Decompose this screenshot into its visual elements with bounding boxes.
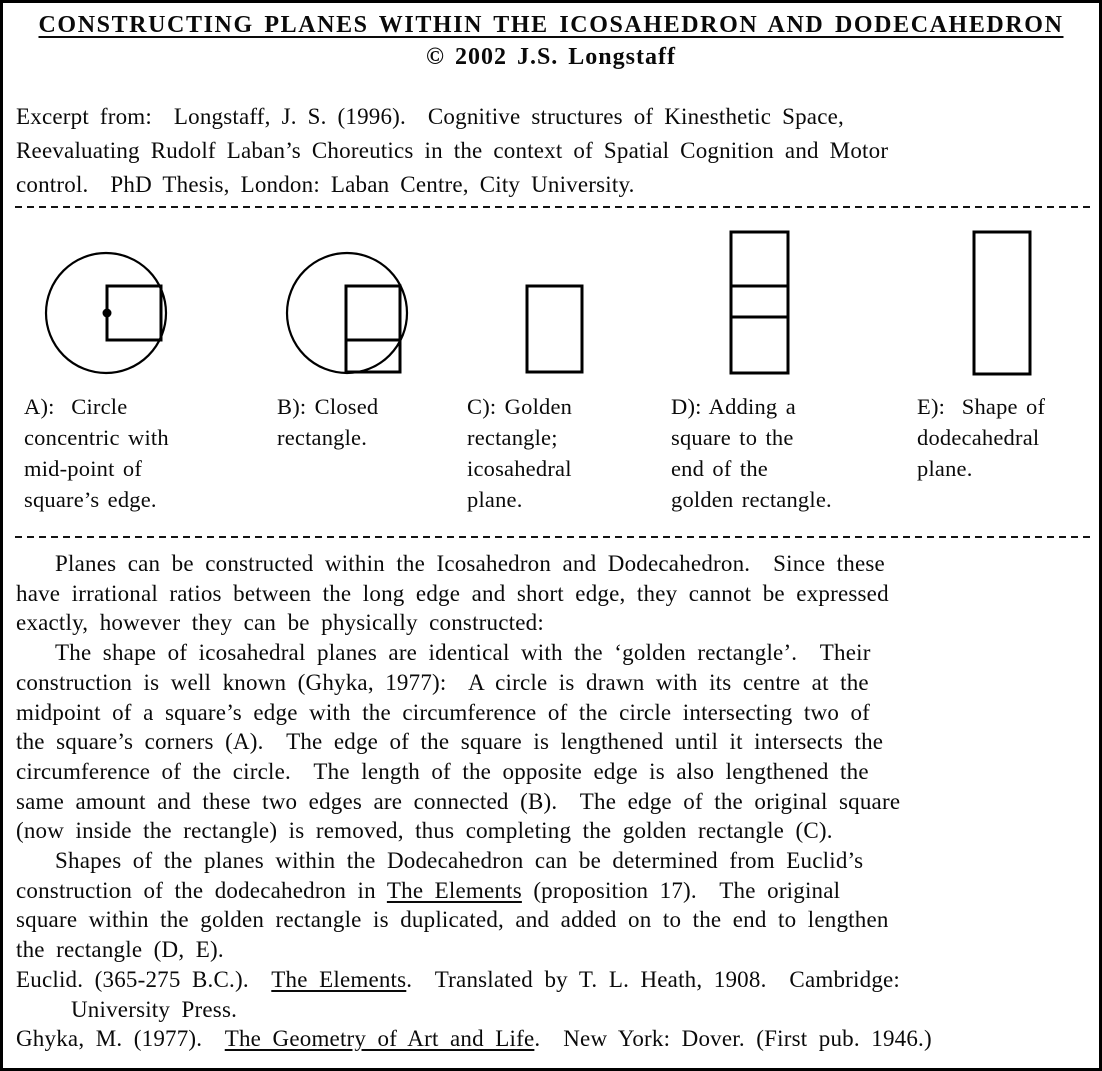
- paragraph-3-line: square within the golden rectangle is duplicated, and added on to the end to lengthen: [16, 907, 889, 933]
- caption-line: rectangle.: [277, 425, 368, 450]
- construction-diagrams: [3, 218, 1102, 388]
- figure-d-caption: [671, 391, 832, 515]
- text-segment: . Translated by T. L. Heath, 1908. Cambridge:: [406, 966, 901, 992]
- caption-line: C): Golden: [467, 394, 573, 419]
- caption-line: D): Adding a: [671, 394, 796, 419]
- paragraph-2-line: The shape of icosahedral planes are identical with the ‘golden rectangle’. Their: [55, 640, 871, 666]
- book-title-geometry-of-art-and-life: The Geometry of Art and Life: [224, 1026, 535, 1052]
- reference-euclid-line-2: University Press.: [71, 996, 238, 1022]
- figure-a-caption: [24, 391, 169, 515]
- paragraph-1-line: exactly, however they can be physically constructed:: [16, 610, 544, 636]
- paragraph-2-line: circumference of the circle. The length of the opposite edge is also lengthened the: [16, 758, 869, 784]
- paragraph-2-line: same amount and these two edges are connected (B). The edge of the original square: [16, 788, 901, 814]
- figure-b-diagram: [287, 253, 407, 373]
- divider-dashed-top: [15, 206, 1093, 208]
- text-segment: (proposition 17). The original: [521, 877, 841, 903]
- body-text: [16, 549, 932, 1054]
- excerpt-line-2: Reevaluating Rudolf Laban’s Choreutics in the context of Spatial Cognition and Motor: [16, 138, 889, 163]
- text-segment: . New York: Dover. (First pub. 1946.): [534, 1026, 932, 1052]
- caption-line: dodecahedral: [917, 425, 1040, 450]
- paragraph-3-line: the rectangle (D, E).: [16, 937, 224, 963]
- caption-line: golden rectangle.: [671, 487, 832, 512]
- paragraph-3-line: [16, 876, 932, 906]
- figure-e-caption: [917, 391, 1045, 484]
- text-segment: Euclid. (365-275 B.C.).: [16, 966, 272, 992]
- caption-line: mid-point of: [24, 456, 143, 481]
- caption-line: square to the: [671, 425, 794, 450]
- paragraph-2-line: (now inside the rectangle) is removed, thus completing the golden rectangle (C).: [16, 818, 833, 844]
- excerpt-line-1: Excerpt from: Longstaff, J. S. (1996). Cognitive structures of Kinesthetic Space,: [16, 104, 844, 129]
- closed-rectangle-shape: [346, 286, 400, 372]
- figure-b-caption: [277, 391, 378, 453]
- paragraph-1-line: Planes can be constructed within the Icosahedron and Dodecahedron. Since these: [55, 551, 885, 576]
- text-segment: construction of the dodecahedron in: [16, 877, 387, 903]
- golden-rectangle-shape: [527, 286, 582, 372]
- caption-line: plane.: [467, 487, 523, 512]
- reference-euclid-line-1: [16, 965, 932, 995]
- caption-line: end of the: [671, 456, 768, 481]
- figure-c-diagram: [527, 286, 582, 372]
- book-title-the-elements: The Elements: [271, 966, 407, 992]
- caption-line: concentric with: [24, 425, 169, 450]
- figure-a-diagram: [46, 253, 166, 373]
- paragraph-2-line: the square’s corners (A). The edge of the square is lengthened until it intersects the: [16, 729, 884, 755]
- excerpt-line-3: control. PhD Thesis, London: Laban Centre, City University.: [16, 172, 635, 197]
- figure-d-diagram: [731, 232, 788, 373]
- paragraph-2-line: construction is well known (Ghyka, 1977): A circle is drawn with its centre at the: [16, 669, 869, 695]
- caption-line: icosahedral: [467, 456, 572, 481]
- figure-e-diagram: [974, 232, 1030, 374]
- divider-dashed-bottom: [15, 536, 1093, 538]
- caption-line: B): Closed: [277, 394, 379, 419]
- dodecahedral-plane-shape: [974, 232, 1030, 374]
- caption-line: square’s edge.: [24, 487, 157, 512]
- caption-line: rectangle;: [467, 425, 558, 450]
- reference-ghyka: [16, 1024, 932, 1054]
- caption-line: plane.: [917, 456, 973, 481]
- square-shape: [107, 286, 161, 340]
- caption-line: A): Circle: [24, 394, 128, 419]
- center-dot: [103, 309, 112, 318]
- page-title: CONSTRUCTING PLANES WITHIN THE ICOSAHEDRON AND DODECAHEDRON: [38, 12, 1064, 38]
- copyright-line: © 2002 J.S. Longstaff: [426, 44, 676, 70]
- extended-rectangle-shape: [731, 232, 788, 373]
- caption-line: E): Shape of: [917, 394, 1046, 419]
- excerpt-citation: [16, 100, 888, 202]
- paragraph-3-line: Shapes of the planes within the Dodecahedron can be determined from Euclid’s: [55, 848, 864, 874]
- paragraph-1-line: have irrational ratios between the long edge and short edge, they cannot be expressed: [16, 580, 889, 606]
- text-segment: Ghyka, M. (1977).: [16, 1026, 225, 1052]
- figure-c-caption: [467, 391, 572, 515]
- paragraph-2-line: midpoint of a square’s edge with the circumference of the circle intersecting two of: [16, 699, 871, 725]
- book-title-the-elements: The Elements: [386, 877, 522, 903]
